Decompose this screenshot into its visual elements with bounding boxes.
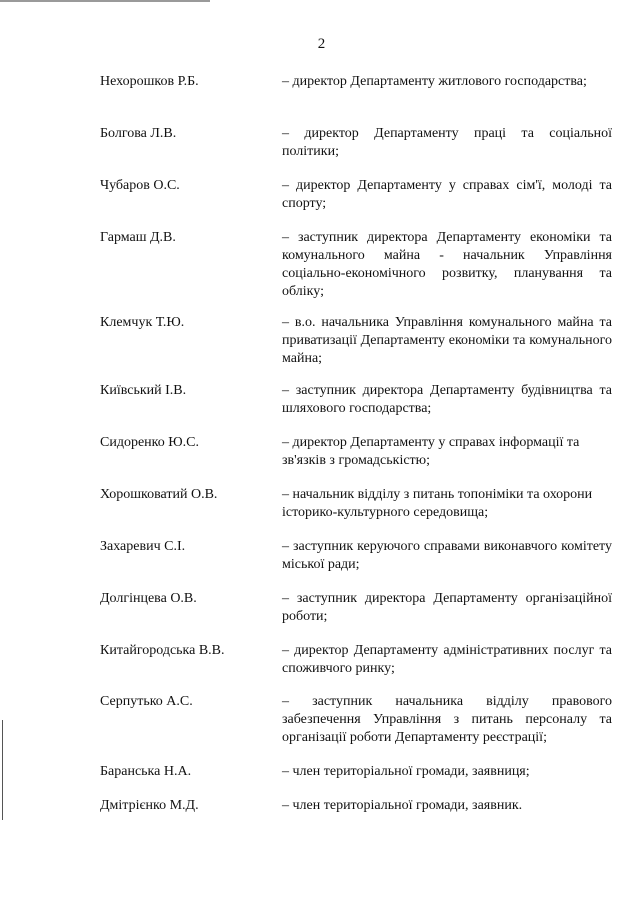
person-position: – заступник керуючого справами виконавчого комітету міської ради;	[282, 539, 612, 572]
scan-edge-left	[2, 720, 3, 820]
person-name: Чубаров О.С.	[100, 178, 180, 193]
person-name: Клемчук Т.Ю.	[100, 315, 185, 330]
person-name: Захаревич С.І.	[100, 539, 186, 554]
person-position: – член територіальної громади, заявник.	[282, 798, 523, 813]
person-position: – заступник директора Департаменту будівництва та шляхового господарства;	[282, 383, 612, 416]
person-name: Сидоренко Ю.С.	[100, 435, 199, 450]
person-position: – заступник директора Департаменту економіки та комунального майна - начальник Управління соціально-економічного розвитку, планування та обліку;	[282, 230, 612, 299]
person-position: – начальник відділу з питань топоніміки та охорони історико-культурного середовища;	[282, 487, 593, 520]
person-position: – член територіальної громади, заявниця;	[282, 764, 530, 779]
person-name: Серпутько А.С.	[100, 694, 193, 709]
person-position: – директор Департаменту житлового господарства;	[282, 74, 587, 89]
person-position: – директор Департаменту у справах інформації та зв'язків з громадськістю;	[282, 435, 580, 468]
person-name: Хорошковатий О.В.	[100, 487, 218, 502]
person-position: – директор Департаменту у справах сім'ї, молоді та спорту;	[282, 178, 612, 211]
person-name: Долгінцева О.В.	[100, 591, 197, 606]
person-name: Нехорошков Р.Б.	[100, 74, 199, 89]
person-name: Гармаш Д.В.	[100, 230, 176, 245]
person-position: – директор Департаменту адміністративних послуг та споживчого ринку;	[282, 643, 612, 676]
person-position: – директор Департаменту праці та соціальної політики;	[282, 126, 612, 159]
person-position: – в.о. начальника Управління комунального майна та приватизації Департаменту економіки та комунального майна;	[282, 315, 612, 366]
scan-edge-top	[0, 0, 210, 2]
person-position: – заступник начальника відділу правового забезпечення Управління з питань персоналу та організації роботи Департаменту реєстрації;	[282, 694, 612, 745]
person-name: Баранська Н.А.	[100, 764, 192, 779]
page-number: 2	[317, 36, 326, 52]
person-name: Китайгородська В.В.	[100, 643, 225, 658]
person-position: – заступник директора Департаменту організаційної роботи;	[282, 591, 612, 624]
person-name: Київський І.В.	[100, 383, 187, 398]
person-name: Болгова Л.В.	[100, 126, 177, 141]
person-name: Дмітрієнко М.Д.	[100, 798, 199, 813]
